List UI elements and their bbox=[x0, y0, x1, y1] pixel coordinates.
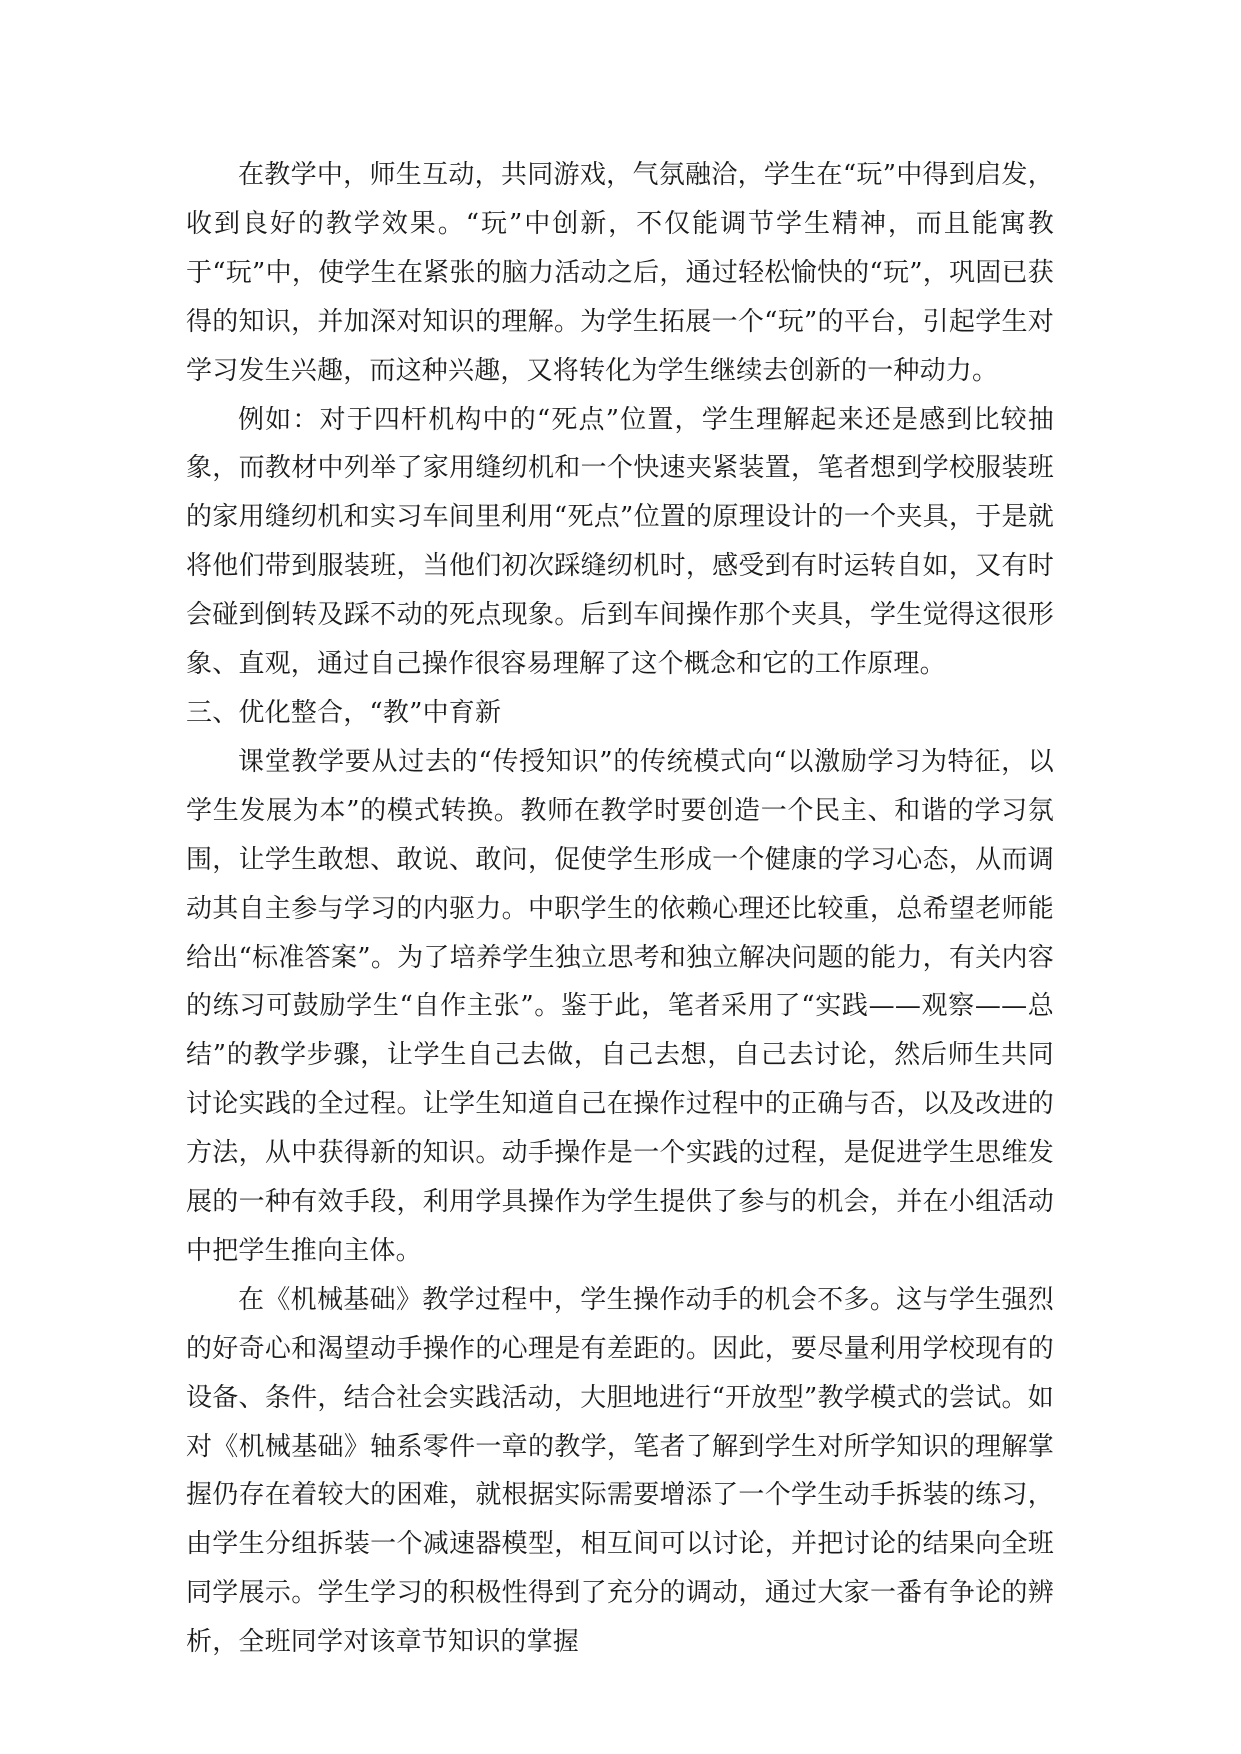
section-heading: 三、优化整合，“教”中育新 bbox=[186, 697, 502, 728]
paragraph-2: 例如：对于四杆机构中的“死点”位置，学生理解起来还是感到比较抽象，而教材中列举了家用缝纫机和一个快速夹紧装置，笔者想到学校服装班的家用缝纫机和实习车间里利用“死点”位置的原理设计的一个夹具，于是就将他们带到服装班，当他们初次踩缝纫机时，感受到有时运转自如，又有时会碰到倒转及踩不动的死点现象。后到车间操作那个夹具，学生觉得这很形象、直观，通过自己操作很容易理解了这个概念和它的工作原理。 bbox=[186, 404, 1054, 680]
paragraph-1: 在教学中，师生互动，共同游戏，气氛融洽，学生在“玩”中得到启发，收到良好的教学效果。“玩”中创新，不仅能调节学生精神，而且能寓教于“玩”中，使学生在紧张的脑力活动之后，通过轻松愉快的“玩”，巩固已获得的知识，并加深对知识的理解。为学生拓展一个“玩”的平台，引起学生对学习发生兴趣，而这种兴趣，又将转化为学生继续去创新的一种动力。 bbox=[186, 160, 1054, 386]
paragraph-4: 在《机械基础》教学过程中，学生操作动手的机会不多。这与学生强烈的好奇心和渴望动手操作的心理是有差距的。因此，要尽量利用学校现有的设备、条件，结合社会实践活动，大胆地进行“开放型”教学模式的尝试。如对《机械基础》轴系零件一章的教学，笔者了解到学生对所学知识的理解掌握仍存在着较大的困难，就根据实际需要增添了一个学生动手拆装的练习，由学生分组拆装一个减速器模型，相互间可以讨论，并把讨论的结果向全班同学展示。学生学习的积极性得到了充分的调动，通过大家一番有争论的辨析，全班同学对该章节知识的掌握 bbox=[186, 1284, 1054, 1658]
paragraph-3: 课堂教学要从过去的“传授知识”的传统模式向“以激励学习为特征，以学生发展为本”的模式转换。教师在教学时要创造一个民主、和谐的学习氛围，让学生敢想、敢说、敢问，促使学生形成一个健康的学习心态，从而调动其自主参与学习的内驱力。中职学生的依赖心理还比较重，总希望老师能给出“标准答案”。为了培养学生独立思考和独立解决问题的能力，有关内容的练习可鼓励学生“自作主张”。鉴于此，笔者采用了“实践——观察——总结”的教学步骤，让学生自己去做，自己去想，自己去讨论，然后师生共同讨论实践的全过程。让学生知道自己在操作过程中的正确与否，以及改进的方法，从中获得新的知识。动手操作是一个实践的过程，是促进学生思维发展的一种有效手段，利用学具操作为学生提供了参与的机会，并在小组活动中把学生推向主体。 bbox=[186, 746, 1054, 1266]
document-body bbox=[186, 151, 1054, 1667]
